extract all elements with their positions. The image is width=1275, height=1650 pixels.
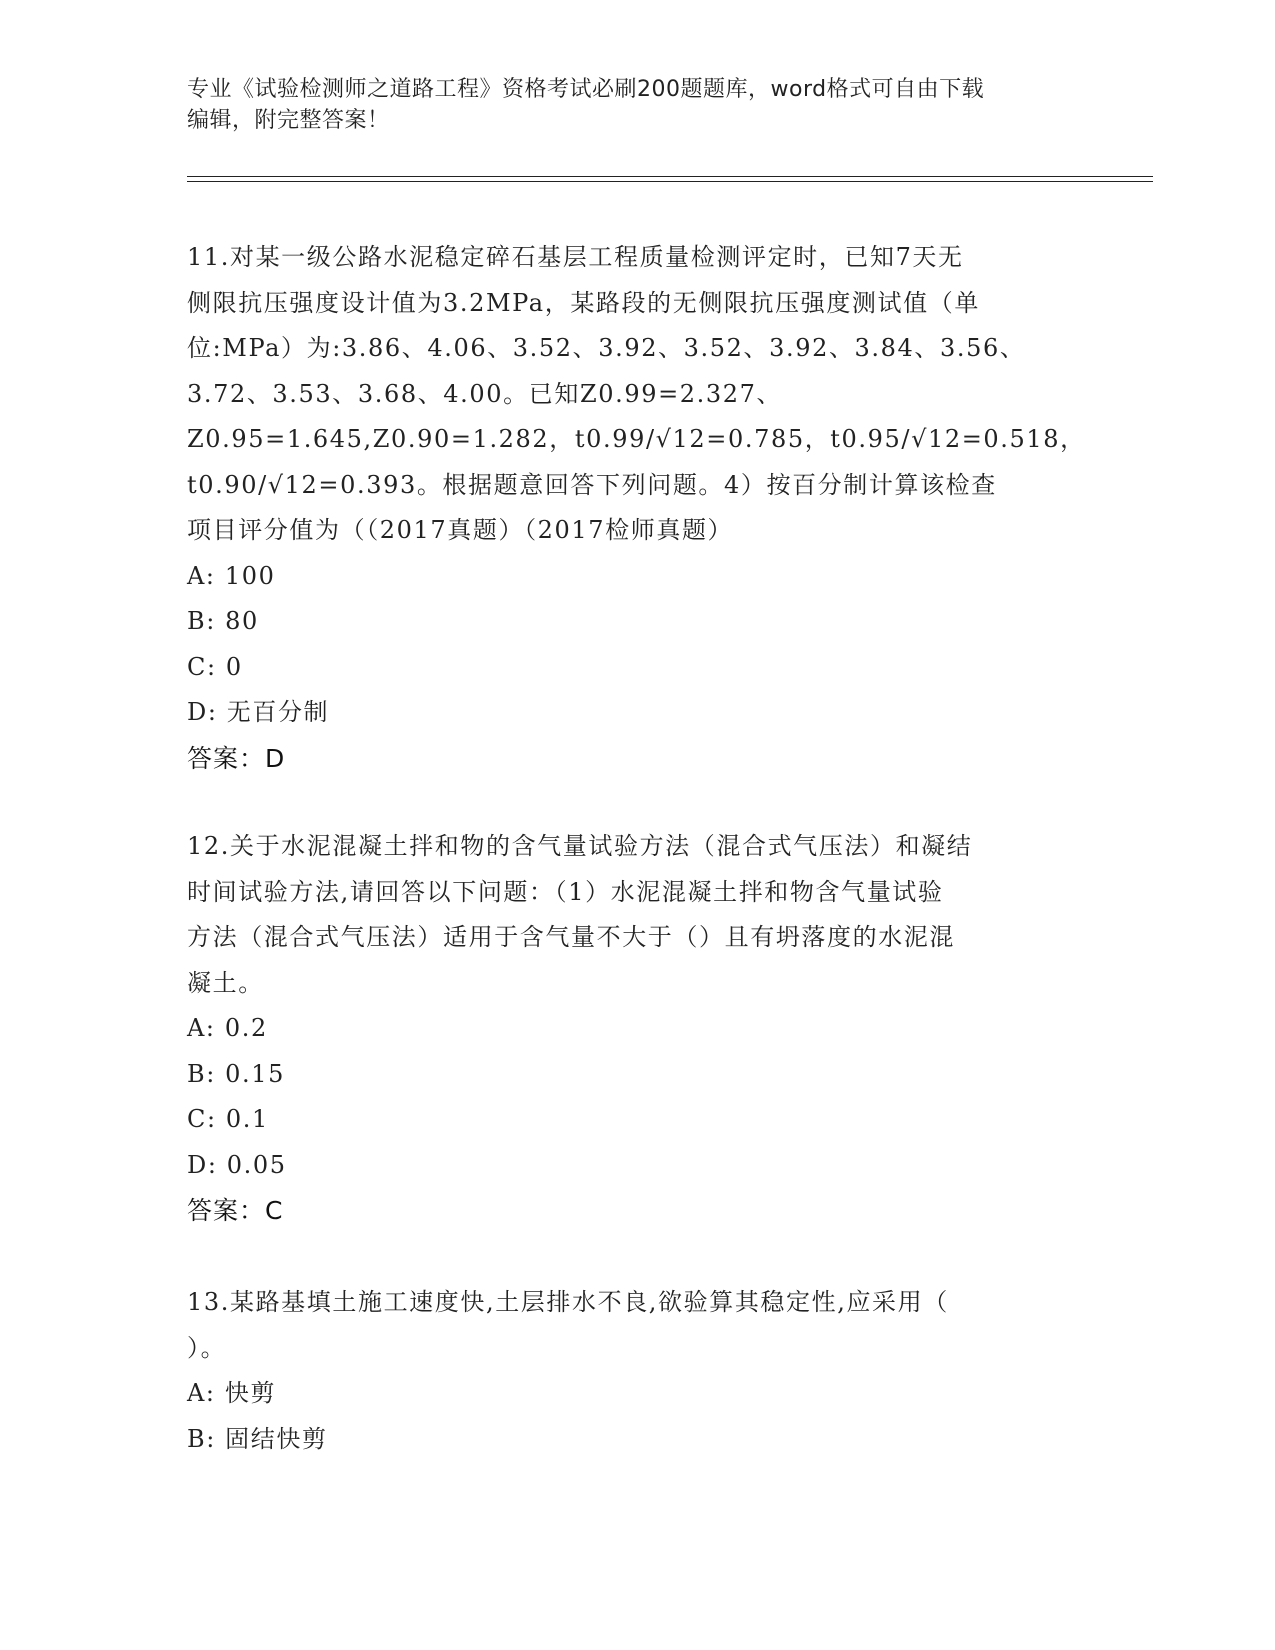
header-divider-top [187, 176, 1153, 177]
header-line-1: 专业《试验检测师之道路工程》资格考试必刷200题题库，word格式可自由下载 [187, 77, 985, 102]
answer-label: 答案：C [187, 1196, 284, 1225]
question-text-line: Z0.95=1.645,Z0.90=1.282，t0.99/√12=0.785，t0.95/√12=0.518， [187, 425, 1086, 453]
option-c: C: 0.1 [187, 1105, 269, 1133]
option-c: C: 0 [187, 652, 243, 681]
question-text-line: ）。 [187, 1333, 227, 1362]
header-divider-bottom [187, 181, 1153, 182]
option-a: A: 快剪 [187, 1379, 277, 1407]
question-11 [187, 235, 1087, 781]
question-12 [187, 824, 1087, 1234]
question-text-line: 13.某路基填土施工速度快,土层排水不良,欲验算其稳定性,应采用（ [187, 1288, 949, 1316]
question-text-line: 11.对某一级公路水泥稳定碎石基层工程质量检测评定时，已知7天无 [187, 243, 964, 271]
option-b: B: 0.15 [187, 1059, 285, 1088]
question-text-line: 时间试验方法,请回答以下问题：（1）水泥混凝土拌和物含气量试验 [187, 877, 944, 906]
option-b: B: 固结快剪 [187, 1424, 328, 1453]
option-d: D: 无百分制 [187, 698, 330, 726]
header-line-2: 编辑，附完整答案！ [187, 108, 390, 133]
question-text-line: 方法（混合式气压法）适用于含气量不大于（）且有坍落度的水泥混 [187, 923, 955, 951]
question-13 [187, 1280, 1087, 1462]
option-a: A: 0.2 [187, 1014, 268, 1042]
question-text-line: 12.关于水泥混凝土拌和物的含气量试验方法（混合式气压法）和凝结 [187, 832, 973, 860]
question-text-line: 凝土。 [187, 968, 264, 997]
question-text-line: 3.72、3.53、3.68、4.00。已知Z0.99=2.327、 [187, 379, 783, 408]
option-a: A: 100 [187, 561, 276, 590]
question-text-line: 项目评分值为（（2017真题）（2017检师真题） [187, 516, 734, 544]
question-text-line: 侧限抗压强度设计值为3.2MPa，某路段的无侧限抗压强度测试值（单 [187, 288, 980, 317]
question-text-line: t0.90/√12=0.393。根据题意回答下列问题。4）按百分制计算该检查 [187, 470, 997, 499]
answer-label: 答案：D [187, 743, 286, 773]
option-d: D: 0.05 [187, 1150, 287, 1179]
option-b: B: 80 [187, 607, 259, 635]
question-text-line: 位:MPa）为:3.86、4.06、3.52、3.92、3.52、3.92、3.84、3.56、 [187, 334, 1026, 362]
document-header [187, 74, 1087, 136]
